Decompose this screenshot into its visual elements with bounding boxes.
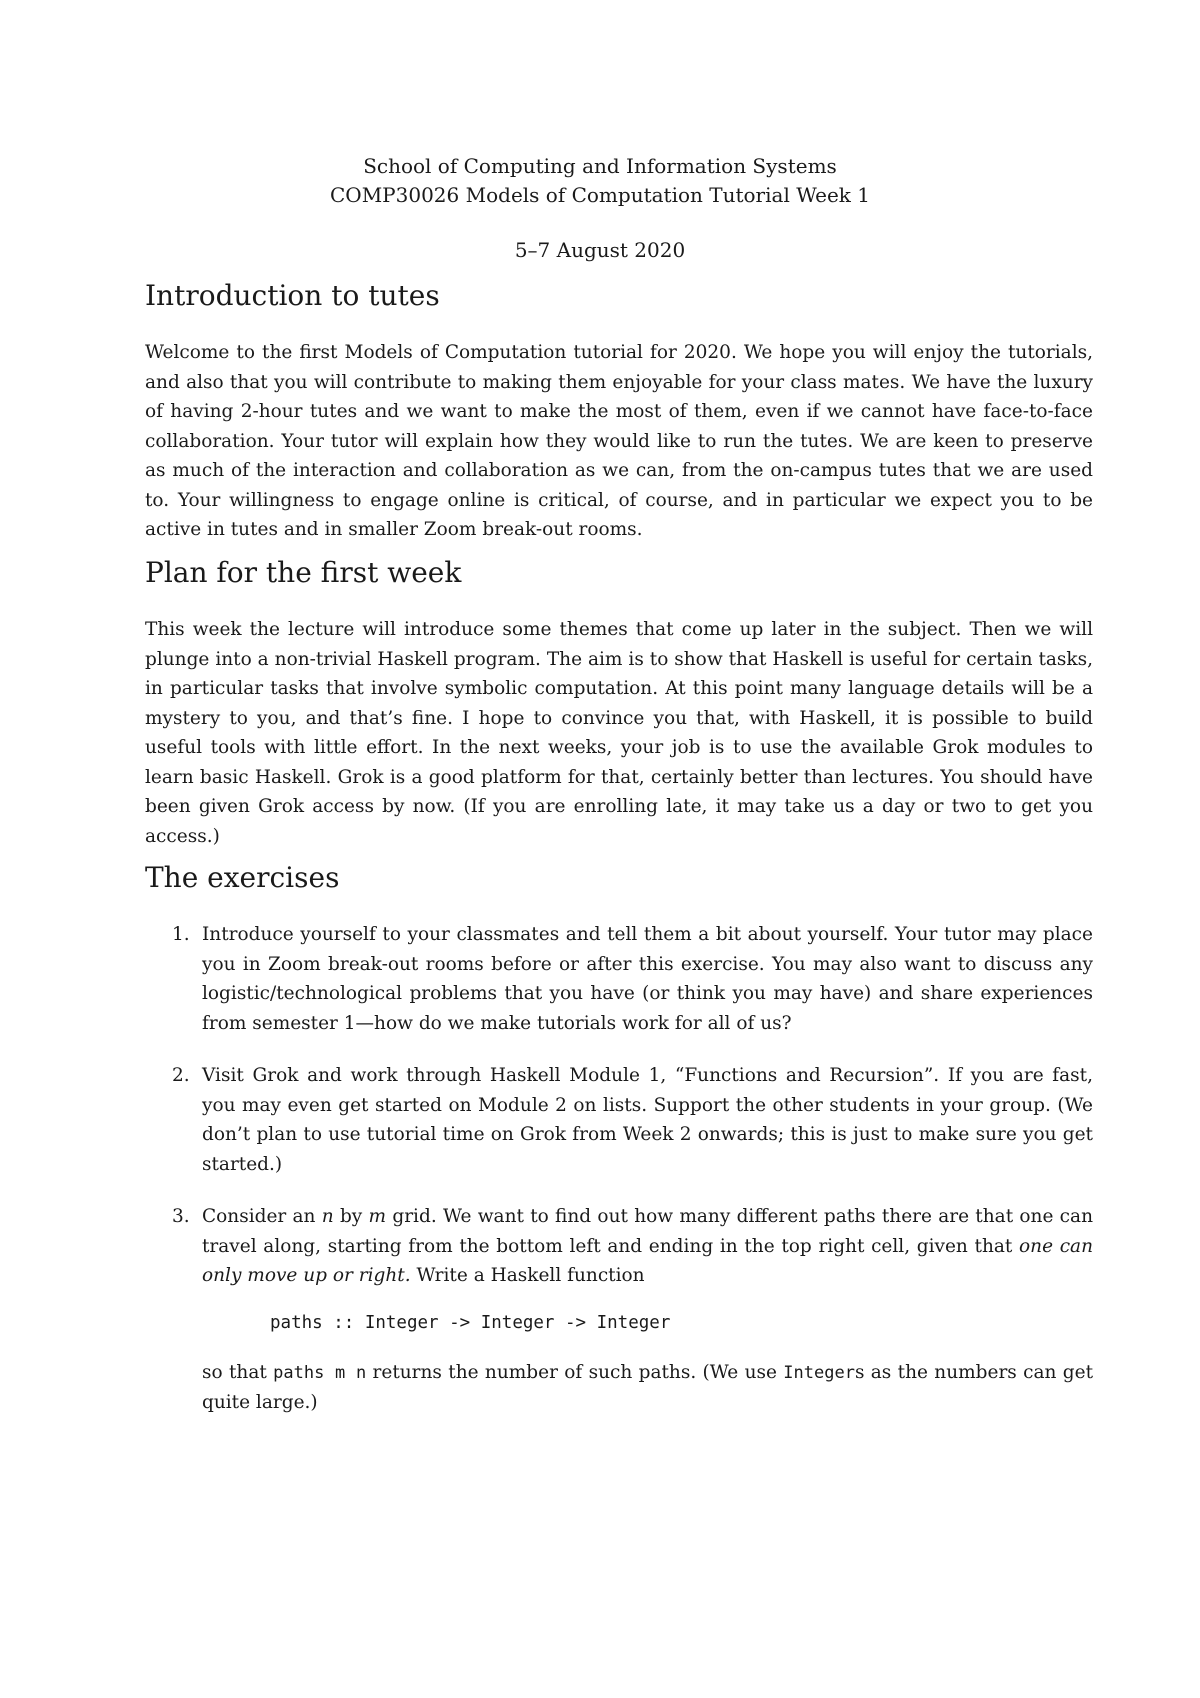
exercise-number: 3. <box>172 1206 190 1227</box>
exercise-list <box>145 920 1093 1418</box>
school-name: School of Computing and Information Systems <box>363 154 837 178</box>
exercise-number: 1. <box>172 924 190 945</box>
tutorial-date: 5–7 August 2020 <box>514 238 686 262</box>
exercise-item <box>145 1202 1093 1418</box>
text-fragment: by <box>333 1206 369 1227</box>
inline-code: paths m n <box>273 1362 367 1383</box>
inline-code: Integer <box>783 1362 855 1383</box>
exercises-section <box>145 860 1093 1441</box>
document-header <box>0 152 1200 210</box>
emphasis-text: one can only move up or right. <box>202 1235 1093 1286</box>
intro-section <box>145 278 1093 545</box>
text-fragment: grid. We want to find out how many different paths there are that one can travel along, starting from the bottom left and ending in the top right cell, given that <box>202 1206 1093 1257</box>
intro-heading: Introduction to tutes <box>145 279 440 312</box>
variable-n: n <box>321 1206 334 1227</box>
variable-m: m <box>368 1206 387 1227</box>
plan-section <box>145 555 1093 851</box>
exercises-heading: The exercises <box>145 861 340 894</box>
intro-paragraph: Welcome to the first Models of Computation tutorial for 2020. We hope you will enjoy the tutorials, and also that you will contribute to making them enjoyable for your class mates. We have the luxury of having 2-hour tutes and we want to make the most of them, even if we cannot have face-to-face collaboration. Your tutor will explain how they would like to run the tutes. We are keen to preserve as much of the interaction and collaboration as we can, from the on-campus tutes that we are used to. Your willingness to engage online is critical, of course, and in particular we expect you to be active in tutes and in smaller Zoom break-out rooms. <box>145 342 1093 540</box>
exercise-item <box>145 1061 1093 1179</box>
exercise-item <box>145 920 1093 1038</box>
plan-heading: Plan for the first week <box>145 556 462 589</box>
course-title: COMP30026 Models of Computation Tutorial Week 1 <box>330 183 870 207</box>
text-fragment: s as the numbers can get quite large.) <box>202 1361 1093 1413</box>
text-fragment: Consider an <box>202 1206 322 1227</box>
exercise-number: 2. <box>172 1065 190 1086</box>
plan-paragraph: This week the lecture will introduce some themes that come up later in the subject. Then we will plunge into a non-trivial Haskell program. The aim is to show that Haskell is useful for certain tasks, in particular tasks that involve symbolic computation. At this point many language details will be a mystery to you, and that’s fine. I hope to convince you that, with Haskell, it is possible to build useful tools with little effort. In the next weeks, your job is to use the available Grok modules to learn basic Haskell. Grok is a good platform for that, certainly better than lectures. You should have been given Grok access by now. (If you are enrolling late, it may take us a day or two to get you access.) <box>145 619 1093 847</box>
text-fragment: returns the number of such paths. (We use <box>366 1361 784 1383</box>
exercise-text: Introduce yourself to your classmates and tell them a bit about yourself. Your tutor may place you in Zoom break-out rooms before or after this exercise. You may also want to discuss any logistic/technological problems that you have (or think you may have) and share experiences from semester 1—how do we make tutorials work for all of us? <box>202 924 1093 1034</box>
exercise-text <box>202 1202 1093 1291</box>
exercise-followup-text <box>202 1358 1093 1418</box>
text-fragment: Write a Haskell function <box>410 1265 645 1286</box>
code-signature: paths :: Integer -> Integer -> Integer <box>270 1312 671 1333</box>
text-fragment: so that <box>202 1361 274 1383</box>
exercise-text: Visit Grok and work through Haskell Module 1, “Functions and Recursion”. If you are fast, you may even get started on Module 2 on lists. Support the other students in your group. (We don’t plan to use tutorial time on Grok from Week 2 onwards; this is just to make sure you get started.) <box>202 1065 1093 1175</box>
